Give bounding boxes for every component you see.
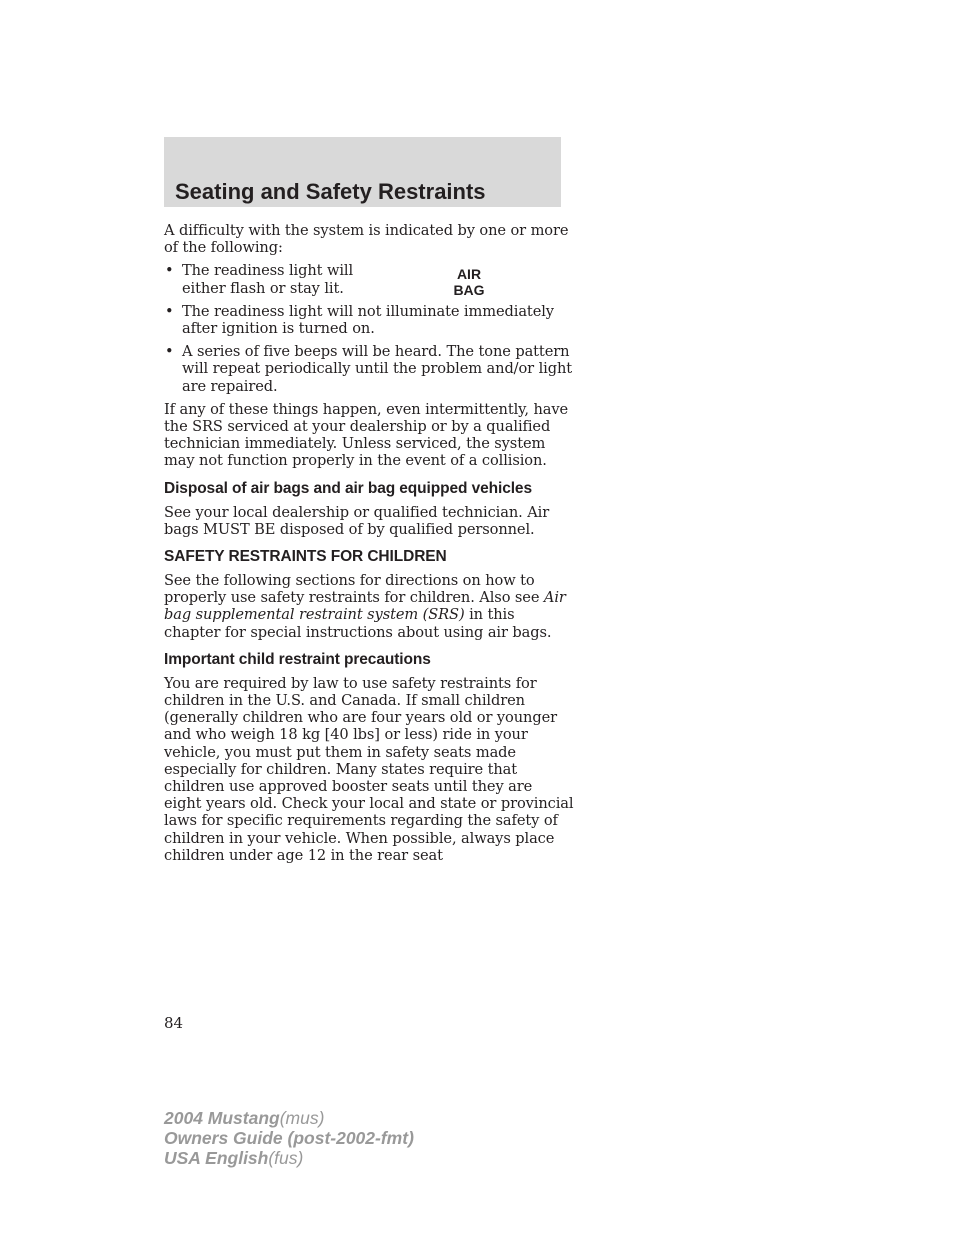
document-footer	[164, 1108, 414, 1168]
list-item	[164, 303, 574, 337]
disposal-heading: Disposal of air bags and air bag equipped vehicles	[164, 479, 532, 497]
airbag-icon-line2: BAG	[453, 282, 485, 298]
children-text-pre: See the following sections for directions on how to properly use safety restraints for children. Also see	[164, 572, 544, 607]
service-paragraph: If any of these things happen, even intermittently, have the SRS serviced at your dealership or by a qualified technician immediately. Unless serviced, the system may not function properly in the event of a collision.	[164, 400, 569, 470]
footer-model-code: (mus)	[279, 1108, 325, 1128]
precautions-heading: Important child restraint precautions	[164, 650, 431, 668]
list-item-text: A series of five beeps will be heard. The tone pattern will repeat periodically until the problem and/or light are repaired.	[182, 343, 573, 395]
bullet-icon: •	[165, 262, 174, 280]
footer-language-code: (fus)	[268, 1148, 304, 1168]
list-item	[164, 343, 574, 395]
cross-reference: Air bag supplemental restraint system (SRS)	[164, 589, 566, 624]
precautions-paragraph: You are required by law to use safety restraints for children in the U.S. and Canada. If small children (generally children who are four years old or younger and who weigh 18 kg [40 lbs] or less) ride in your vehicle, you must put them in safety seats made especially for children. Many states require that children use approved booster seats until they are eight years old. Check your local and state or provincial laws for specific requirements regarding the safety of children in your vehicle. When possible, always place children under age 12 in the rear seat	[164, 674, 574, 864]
footer-line-2: Owners Guide (post-2002-fmt)	[164, 1128, 414, 1148]
children-paragraph	[164, 572, 574, 641]
children-heading: SAFETY RESTRAINTS FOR CHILDREN	[164, 548, 447, 566]
bullet-icon: •	[165, 302, 174, 320]
page-content	[164, 222, 574, 870]
list-item-text: The readiness light will either flash or stay lit.	[182, 262, 354, 297]
section-title: Seating and Safety Restraints	[175, 179, 486, 204]
footer-line-3	[164, 1148, 414, 1168]
disposal-paragraph: See your local dealership or qualified technician. Air bags MUST BE disposed of by qualified personnel.	[164, 503, 550, 538]
footer-language: USA English	[164, 1148, 269, 1168]
intro-paragraph: A difficulty with the system is indicated by one or more of the following:	[164, 222, 569, 257]
airbag-icon-line1: AIR	[456, 266, 482, 282]
symptom-list	[164, 262, 574, 394]
list-item-text: The readiness light will not illuminate immediately after ignition is turned on.	[182, 302, 554, 338]
footer-line-1	[164, 1108, 414, 1128]
bullet-icon: •	[165, 343, 174, 361]
children-text-post: in this chapter for special instructions about using air bags.	[164, 606, 552, 641]
list-item	[164, 262, 382, 296]
footer-model: 2004 Mustang	[164, 1108, 280, 1128]
page-number: 84	[164, 1014, 184, 1032]
